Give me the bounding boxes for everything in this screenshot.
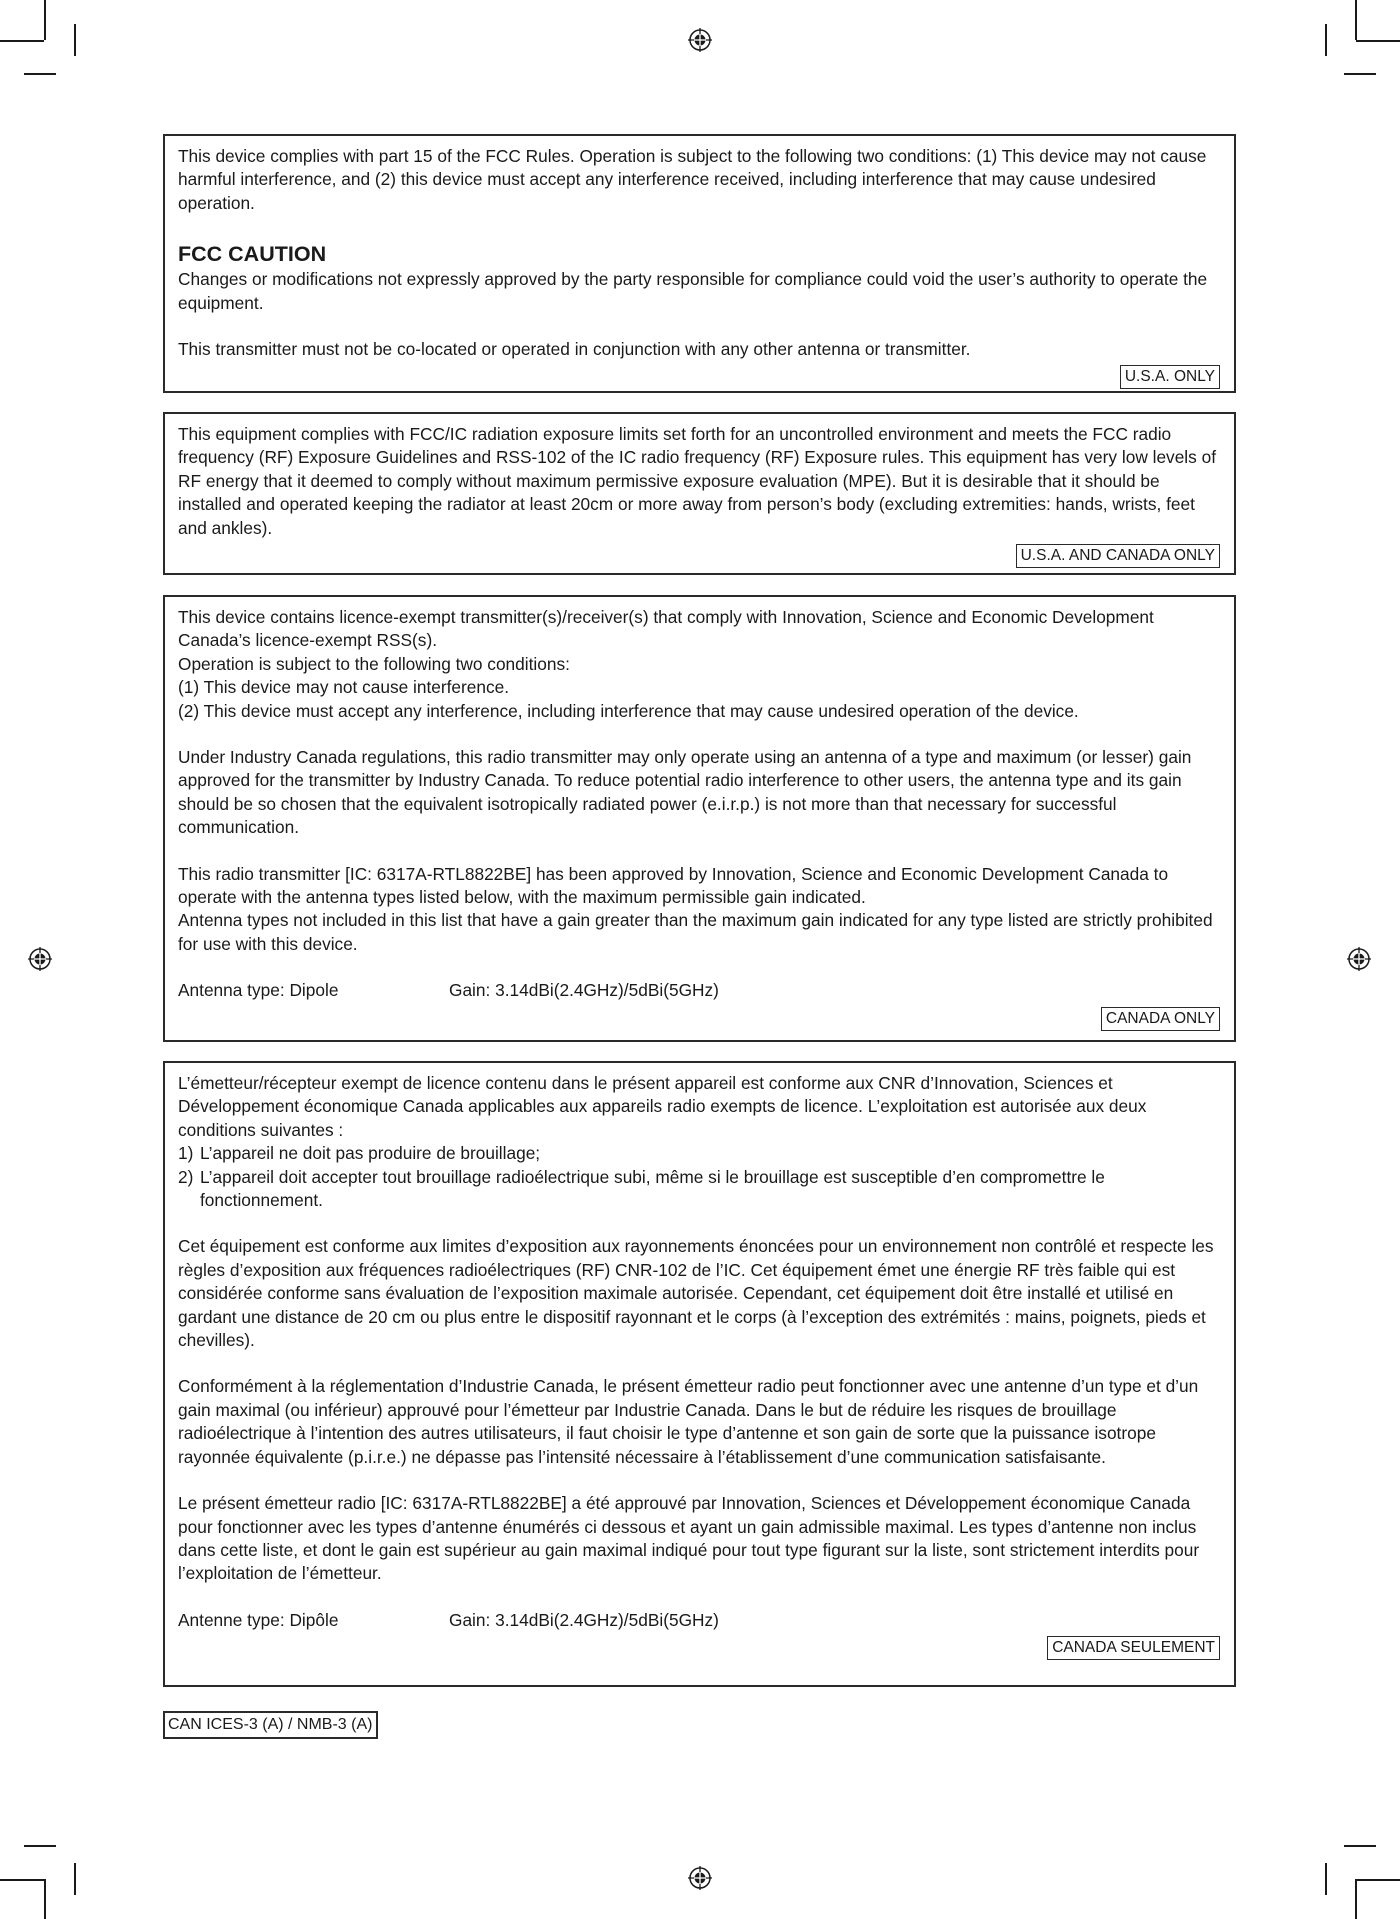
region-tag-usa: U.S.A. ONLY	[1120, 365, 1220, 389]
crop-mark	[44, 0, 46, 40]
antenna-type: Antenna type: Dipole	[178, 980, 339, 1001]
list-text: L’appareil doit accepter tout brouillage radioélectrique subi, même si le brouillage est susceptible d’en compromettre le fonctionnement.	[200, 1166, 1105, 1211]
crop-mark	[44, 1879, 46, 1919]
crop-mark	[74, 1863, 76, 1895]
fr-licence-exempt-text: L’émetteur/récepteur exempt de licence contenu dans le présent appareil est conforme aux CNR d’Innovation, Sciences et Développement économique Canada applicables aux appareils radio exempts de licence. L’exploitation est autorisée aux deux conditions suivantes :	[178, 1073, 1147, 1140]
crop-mark	[1356, 40, 1400, 42]
fr-industry-canada-text: Conformément à la réglementation d’Industrie Canada, le présent émetteur radio peut fonctionner avec une antenne d’un type et d’un gain maximal (ou inférieur) approuvé pour l’émetteur par Industrie Canada. Dans le but de réduire les risques de brouillage radioélectrique à l’intention des autres utilisateurs, il faut choisir le type d’antenne et son gain de sorte que la puissance isotrope rayonnée équivalente (p.i.r.e.) ne dépasse pas l’intensité nécessaire à l’établissement d’une communication satisfaisante.	[178, 1376, 1199, 1467]
rf-exposure-text: This equipment complies with FCC/IC radiation exposure limits set forth for an uncontrolled environment and meets the FCC radio frequency (RF) Exposure Guidelines and RSS-102 of the IC radio frequency (RF) Exposure rules. This equipment has very low levels of RF energy that it deemed to comply without maximum permissive exposure evaluation (MPE). But it is desirable that it should be installed and operated keeping the radiator at least 20cm or more away from person’s body (excluding extremities: hands, wrists, feet and ankles).	[178, 424, 1216, 538]
registration-mark-icon	[28, 947, 52, 971]
region-tag-canada-fr: CANADA SEULEMENT	[1047, 1636, 1220, 1660]
crop-mark	[1355, 0, 1357, 40]
industry-canada-text: Under Industry Canada regulations, this radio transmitter may only operate using an antenna of a type and maximum (or lesser) gain approved for the transmitter by Industry Canada. To reduce potential radio interference to other users, the antenna type and its gain should be so chosen that the equivalent isotropically radiated power (e.i.r.p.) is not more than that necessary for successful communication.	[178, 747, 1192, 838]
crop-mark	[1344, 73, 1376, 75]
fr-antenna-spec-row	[178, 1609, 1220, 1632]
crop-mark	[1344, 1845, 1376, 1847]
crop-mark	[1325, 24, 1327, 56]
crop-mark	[74, 24, 76, 56]
registration-mark-icon	[1347, 947, 1371, 971]
ices-label: CAN ICES-3 (A) / NMB-3 (A)	[163, 1711, 378, 1739]
crop-mark	[24, 73, 56, 75]
conditions-intro: Operation is subject to the following two conditions:	[178, 653, 570, 674]
condition-2: (2) This device must accept any interference, including interference that may cause undesired operation of the device.	[178, 700, 1079, 721]
fr-condition-2	[178, 1166, 1220, 1213]
fcc-part15-text: This device complies with part 15 of the FCC Rules. Operation is subject to the following two conditions: (1) This device may not cause harmful interference, and (2) this device must accept any interference received, including interference that may cause undesired operation.	[178, 146, 1207, 213]
antenna-spec-row	[178, 979, 1220, 1002]
fr-rf-exposure-text: Cet équipement est conforme aux limites d’exposition aux rayonnements énoncées pour un environnement non contrôlé et respecte les règles d’exposition aux fréquences radioélectriques (RF) CNR-102 de l’IC. Cet équipement émet une énergie RF très faible qui est considérée conforme sans évaluation de l’exposition maximale autorisée. Cependant, cet équipement doit être installé et utilisé en gardant une distance de 20 cm ou plus entre le dispositif rayonnant et le corps (à l’exception des extrémités : mains, poignets, pieds et chevilles).	[178, 1236, 1214, 1351]
list-number: 1)	[178, 1143, 194, 1164]
crop-mark	[1325, 1863, 1327, 1895]
fr-ic-approval-text: Le présent émetteur radio [IC: 6317A-RTL8822BE] a été approuvé par Innovation, Sciences et Développement économique Canada pour fonctionner avec les types d’antenne énumérés ci dessous et ayant un gain admissible maximal. Les types d’antenne non inclus dans cette liste, et dont le gain est supérieur au gain maximal indiqué pour tout type figurant sur la liste, sont strictement interdits pour l’exploitation de l’émetteur.	[178, 1493, 1200, 1584]
crop-mark	[1355, 1879, 1357, 1919]
crop-mark	[1356, 1879, 1400, 1881]
canada-french-box	[163, 1061, 1236, 1687]
list-text: L’appareil ne doit pas produire de brouillage;	[200, 1143, 541, 1164]
crop-mark	[0, 1879, 44, 1881]
fcc-caution-text: Changes or modifications not expressly approved by the party responsible for compliance could void the user’s authority to operate the equipment.	[178, 269, 1208, 313]
list-number: 2)	[178, 1166, 194, 1187]
antenna-prohibition-text: Antenna types not included in this list that have a gain greater than the maximum gain indicated for any type listed are strictly prohibited for use with this device.	[178, 910, 1213, 954]
transmitter-colocation-text: This transmitter must not be co-located or operated in conjunction with any other antenna or transmitter.	[178, 339, 971, 360]
condition-1: (1) This device may not cause interference.	[178, 677, 510, 698]
rf-exposure-box	[163, 412, 1236, 575]
ic-approval-text: This radio transmitter [IC: 6317A-RTL8822BE] has been approved by Innovation, Science and Economic Development Canada to operate with the antenna types listed below, with the maximum permissible gain indicated.	[178, 863, 1169, 908]
crop-mark	[0, 40, 44, 42]
licence-exempt-text: This device contains licence-exempt transmitter(s)/receiver(s) that comply with Innovation, Science and Economic Development Canada’s licence-exempt RSS(s).	[178, 607, 1154, 651]
registration-mark-icon	[688, 1866, 712, 1890]
fr-condition-1	[178, 1142, 1220, 1165]
antenna-gain: Gain: 3.14dBi(2.4GHz)/5dBi(5GHz)	[449, 980, 719, 1001]
fr-antenna-type: Antenne type: Dipôle	[178, 1609, 339, 1630]
crop-mark	[24, 1845, 56, 1847]
region-tag-canada: CANADA ONLY	[1101, 1007, 1220, 1031]
region-tag-usa-canada: U.S.A. AND CANADA ONLY	[1016, 544, 1220, 568]
registration-mark-icon	[688, 28, 712, 52]
fcc-caution-heading: FCC CAUTION	[178, 242, 327, 267]
canada-english-box	[163, 595, 1236, 1042]
fcc-compliance-box	[163, 134, 1236, 393]
fr-antenna-gain: Gain: 3.14dBi(2.4GHz)/5dBi(5GHz)	[449, 1609, 719, 1630]
